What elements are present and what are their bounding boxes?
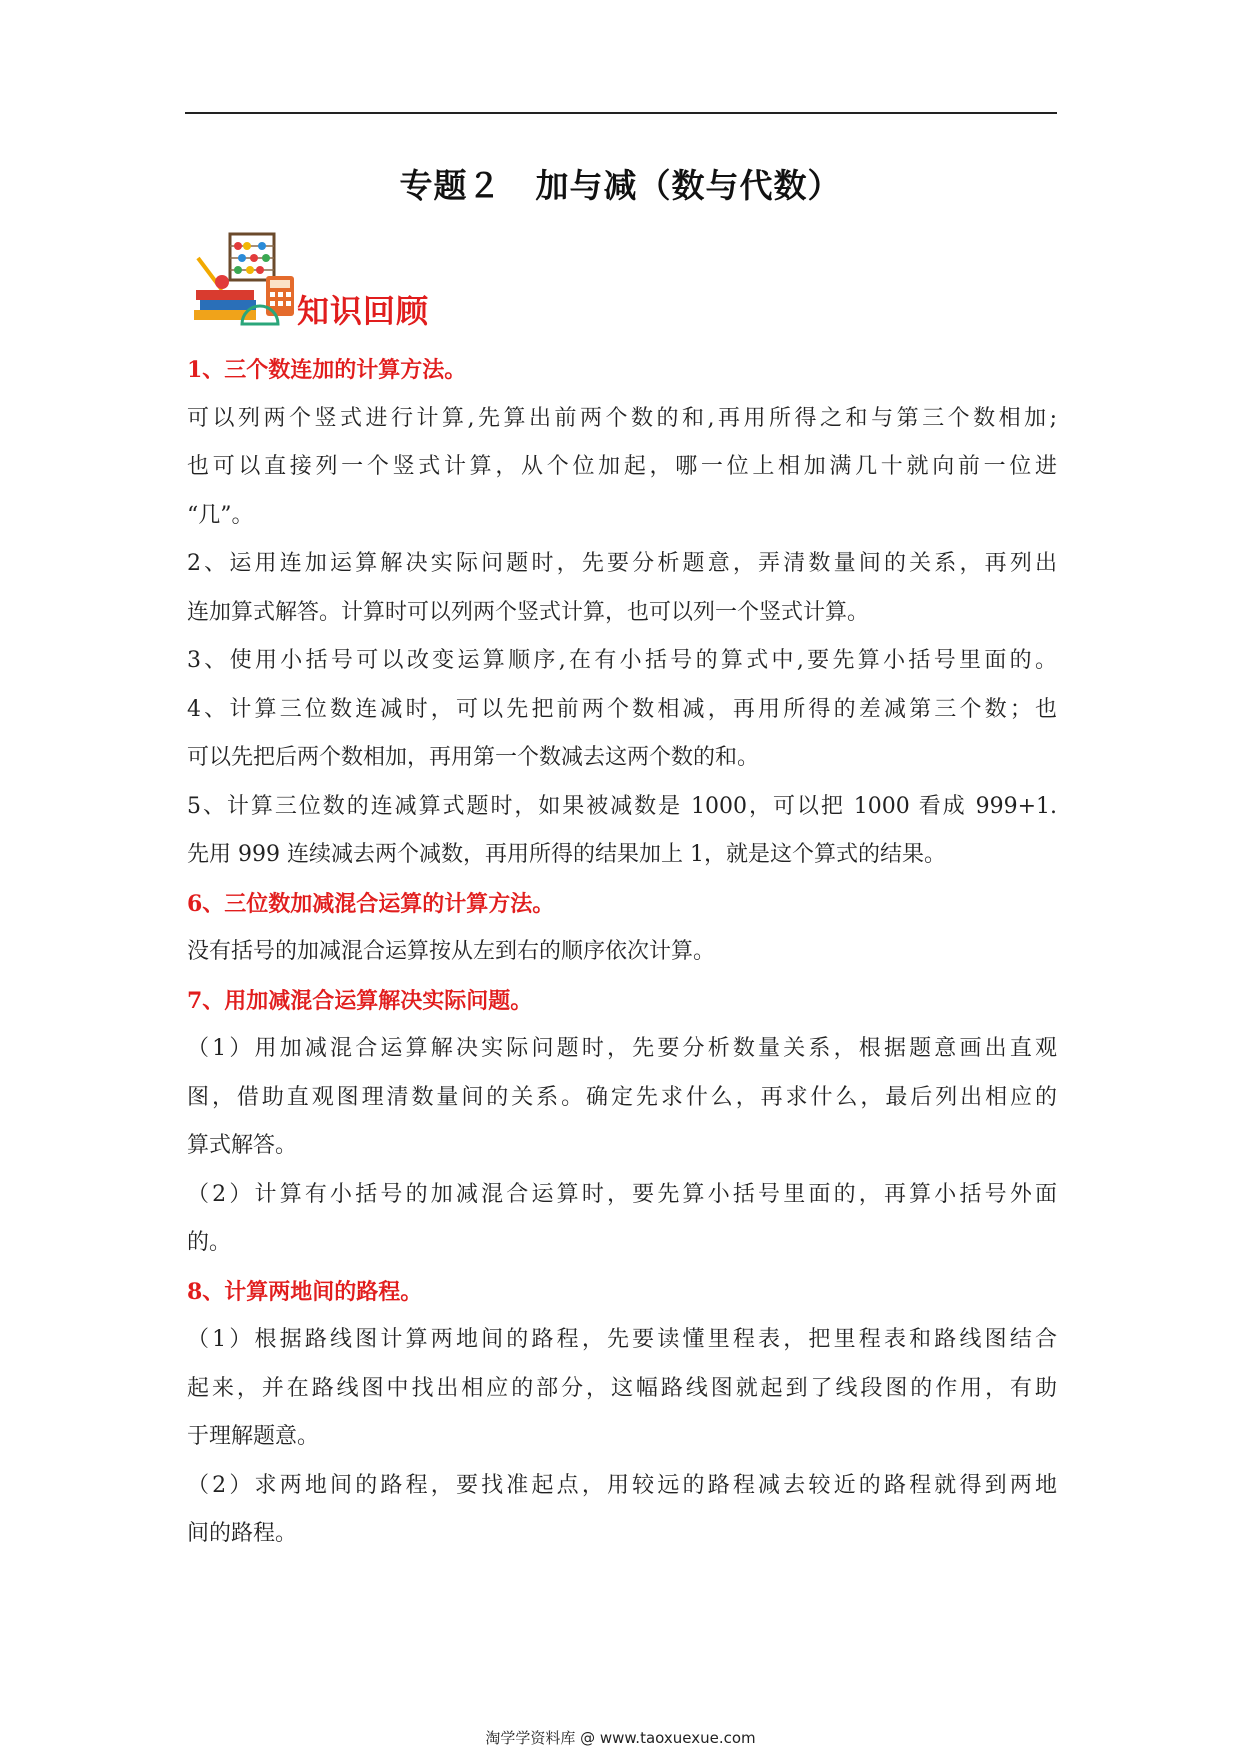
text-line: 的。: [187, 1230, 232, 1255]
text-line: 算式解答。: [187, 1133, 298, 1158]
text-line: （1）用加减混合运算解决实际问题时，先要分析数量关系，根据题意画出直观: [187, 1036, 1057, 1061]
text-line: 先用 999 连续减去两个减数，再用所得的结果加上 1，就是这个算式的结果。: [187, 842, 946, 867]
footer-watermark: 淘学学资料库 @ www.taoxuexue.com: [485, 1729, 756, 1747]
text-line: （2）计算有小括号的加减混合运算时，要先算小括号里面的，再算小括号外面: [187, 1181, 1057, 1207]
text-line: 图，借助直观图理清数量间的关系。确定先求什么，再求什么，最后列出相应的: [187, 1084, 1057, 1110]
section-heading: 6、三位数加减混合运算的计算方法。: [187, 890, 555, 917]
page-title: 专题２ 加与减（数与代数）: [399, 166, 842, 205]
text-line: 连加算式解答。计算时可以列两个竖式计算，也可以列一个竖式计算。: [187, 599, 870, 625]
text-line: 5、计算三位数的连减算式题时，如果被减数是 1000，可以把 1000 看成 999+1.: [187, 793, 1057, 819]
section-label: 知识回顾: [297, 292, 430, 330]
text-line: 没有括号的加减混合运算按从左到右的顺序依次计算。: [187, 939, 716, 964]
text-line: “几”。: [187, 502, 254, 528]
text-line: 间的路程。: [187, 1521, 298, 1546]
abacus-books-calculator-icon: [192, 228, 302, 328]
text-line: 也可以直接列一个竖式计算，从个位加起，哪一位上相加满几十就向前一位进: [187, 454, 1057, 479]
section-heading: 7、用加减混合运算解决实际问题。: [187, 987, 533, 1014]
content-body: [187, 346, 1057, 1559]
knowledge-review-header: [192, 228, 452, 338]
text-line: 2、运用连加运算解决实际问题时，先要分析题意，弄清数量间的关系，再列出: [187, 551, 1057, 576]
text-line: 可以先把后两个数相加，再用第一个数减去这两个数的和。: [187, 745, 760, 770]
text-line: 可以列两个竖式进行计算,先算出前两个数的和,再用所得之和与第三个数相加;: [187, 405, 1057, 431]
text-line: （1）根据路线图计算两地间的路程，先要读懂里程表，把里程表和路线图结合: [187, 1327, 1057, 1352]
text-line: 起来，并在路线图中找出相应的部分，这幅路线图就起到了线段图的作用，有助: [187, 1375, 1057, 1401]
section-heading: 8、计算两地间的路程。: [187, 1278, 423, 1305]
text-line: 3、使用小括号可以改变运算顺序,在有小括号的算式中,要先算小括号里面的。: [187, 648, 1057, 673]
header-rule: [185, 112, 1057, 114]
section-heading: 1、三个数连加的计算方法。: [187, 357, 467, 383]
text-line: 于理解题意。: [187, 1424, 320, 1449]
text-line: 4、计算三位数连减时，可以先把前两个数相减，再用所得的差减第三个数；也: [187, 696, 1057, 722]
text-line: （2）求两地间的路程，要找准起点，用较远的路程减去较近的路程就得到两地: [187, 1472, 1057, 1498]
